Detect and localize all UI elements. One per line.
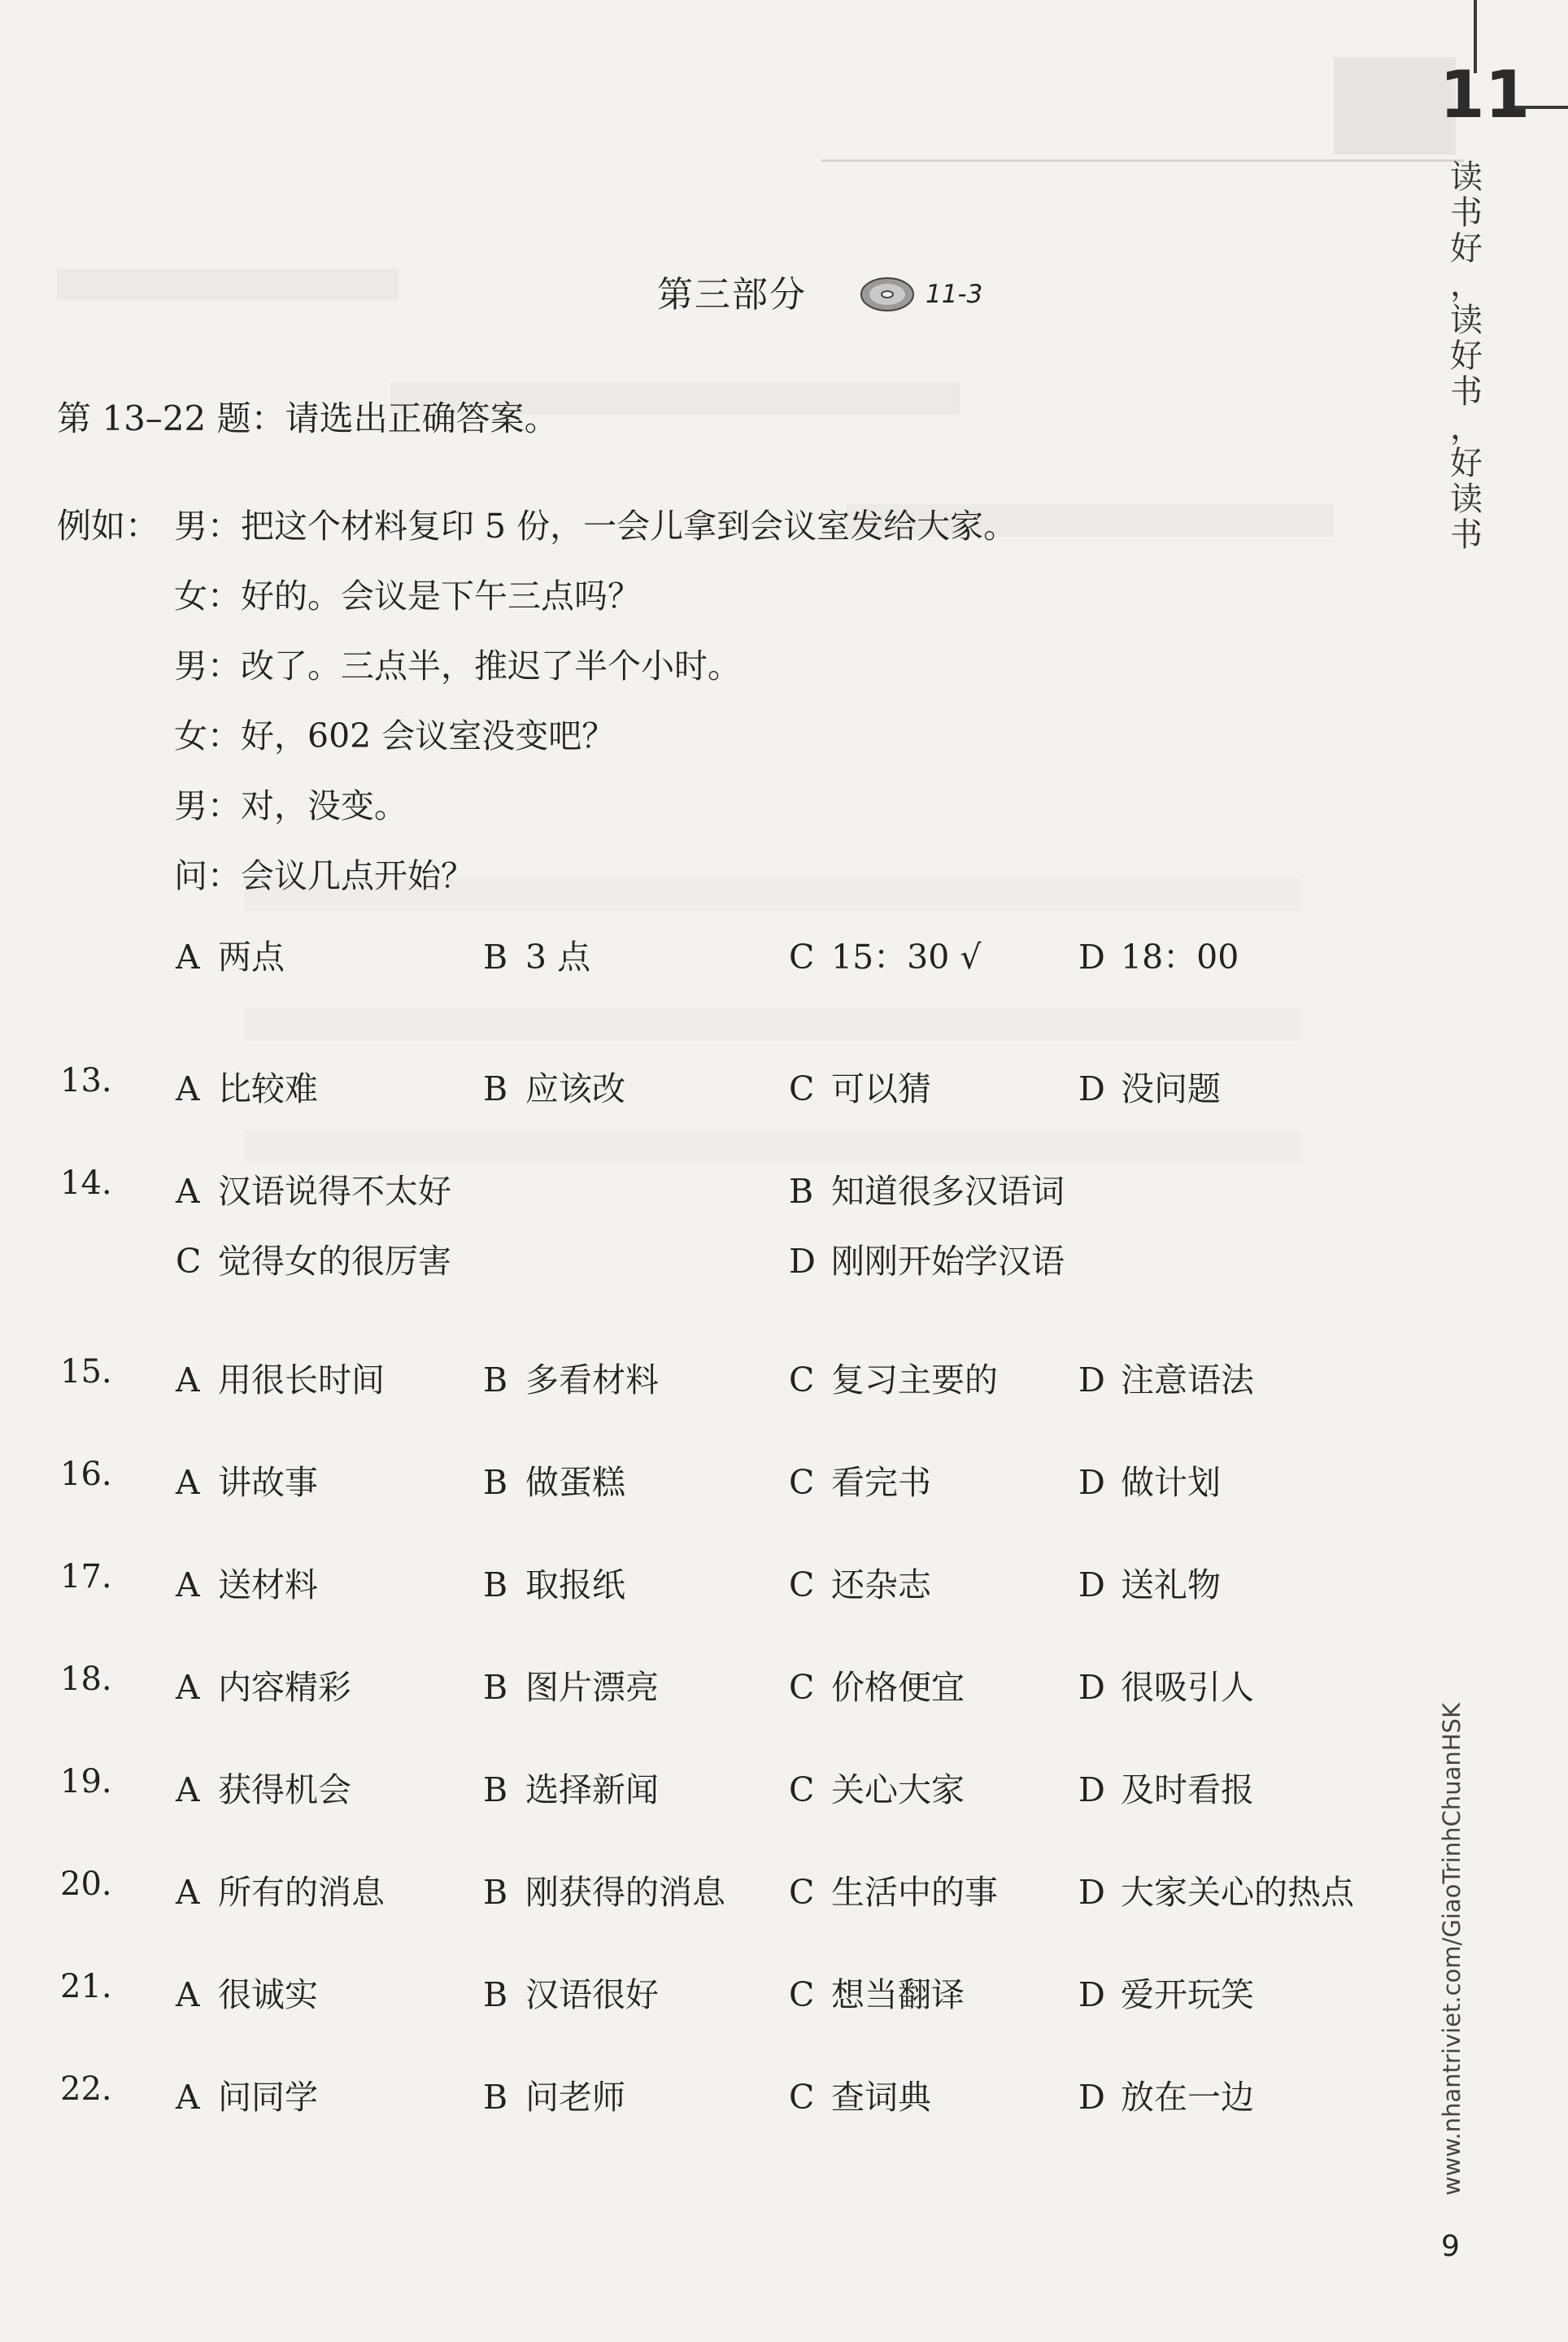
answer-option[interactable]: D 做计划 bbox=[1078, 1463, 1221, 1502]
question-number: 22. bbox=[60, 2070, 112, 2108]
answer-option[interactable]: A 获得机会 bbox=[176, 1770, 351, 1809]
answer-option[interactable]: B 刚获得的消息 bbox=[483, 1873, 725, 1912]
dialogue-line: 男：把这个材料复印 5 份，一会儿拿到会议室发给大家。 bbox=[174, 507, 1017, 546]
answer-option[interactable]: A 用很长时间 bbox=[176, 1360, 385, 1400]
example-option-c: C 15：30 √ bbox=[789, 938, 982, 977]
question-number: 17. bbox=[60, 1558, 112, 1595]
answer-option[interactable]: C 价格便宜 bbox=[789, 1668, 965, 1707]
example-option-b: B 3 点 bbox=[483, 938, 591, 977]
answer-option[interactable]: A 送材料 bbox=[176, 1565, 318, 1604]
answer-option[interactable]: A 讲故事 bbox=[176, 1463, 318, 1502]
answer-option[interactable]: C 觉得女的很厉害 bbox=[176, 1242, 451, 1281]
answer-option[interactable]: B 知道很多汉语词 bbox=[789, 1172, 1065, 1211]
answer-option[interactable]: D 很吸引人 bbox=[1078, 1668, 1254, 1707]
answer-option[interactable]: D 送礼物 bbox=[1078, 1565, 1221, 1604]
answer-option[interactable]: C 生活中的事 bbox=[789, 1873, 998, 1912]
answer-option[interactable]: A 所有的消息 bbox=[176, 1873, 385, 1912]
answer-option[interactable]: D 大家关心的热点 bbox=[1078, 1873, 1354, 1912]
chapter-number: 11 bbox=[1440, 57, 1531, 133]
answer-option[interactable]: D 放在一边 bbox=[1078, 2078, 1254, 2117]
dialogue-line: 女：好的。会议是下午三点吗？ bbox=[174, 577, 641, 616]
cd-icon bbox=[859, 273, 916, 314]
answer-option[interactable]: D 及时看报 bbox=[1078, 1770, 1254, 1809]
example-option-a: A 两点 bbox=[176, 938, 285, 977]
dialogue-line: 男：对，没变。 bbox=[174, 786, 407, 825]
example-label: 例如： bbox=[57, 506, 160, 546]
question-number: 14. bbox=[60, 1164, 112, 1202]
question-number: 15. bbox=[60, 1353, 112, 1391]
ghost-line bbox=[244, 1130, 1301, 1163]
dialogue-line: 女：好，602 会议室没变吧？ bbox=[174, 716, 616, 755]
answer-option[interactable]: A 内容精彩 bbox=[176, 1668, 351, 1707]
answer-option[interactable]: C 查词典 bbox=[789, 2078, 931, 2117]
answer-option[interactable]: A 很诚实 bbox=[176, 1975, 318, 2014]
answer-option[interactable]: B 取报纸 bbox=[483, 1565, 625, 1604]
answer-option[interactable]: C 可以猜 bbox=[789, 1069, 931, 1108]
answer-option[interactable]: A 问同学 bbox=[176, 2078, 318, 2117]
question-number: 18. bbox=[60, 1661, 112, 1698]
answer-option[interactable]: C 复习主要的 bbox=[789, 1360, 998, 1400]
side-url: www.nhantriviet.com/GiaoTrinhChuanHSK bbox=[1438, 1703, 1466, 2196]
example-option-d: D 18：00 bbox=[1078, 938, 1239, 977]
ghost-logo bbox=[1334, 57, 1456, 155]
answer-option[interactable]: B 选择新闻 bbox=[483, 1770, 659, 1809]
answer-option[interactable]: B 问老师 bbox=[483, 2078, 625, 2117]
answer-option[interactable]: A 比较难 bbox=[176, 1069, 318, 1108]
answer-option[interactable]: B 多看材料 bbox=[483, 1360, 659, 1400]
instruction: 第 13–22 题：请选出正确答案。 bbox=[57, 398, 559, 438]
question-number: 19. bbox=[60, 1763, 112, 1800]
answer-option[interactable]: D 没问题 bbox=[1078, 1069, 1221, 1108]
section-title: 第三部分 bbox=[657, 274, 807, 316]
question-number: 16. bbox=[60, 1456, 112, 1493]
answer-option[interactable]: D 注意语法 bbox=[1078, 1360, 1254, 1400]
question-number: 13. bbox=[60, 1062, 112, 1099]
question-number: 20. bbox=[60, 1865, 112, 1903]
ghost-line bbox=[244, 1008, 1301, 1041]
question-number: 21. bbox=[60, 1968, 112, 2005]
ghost-line bbox=[57, 268, 399, 301]
answer-option[interactable]: C 看完书 bbox=[789, 1463, 931, 1502]
answer-option[interactable]: B 汉语很好 bbox=[483, 1975, 659, 2014]
answer-option[interactable]: D 刚刚开始学汉语 bbox=[789, 1242, 1065, 1281]
chapter-title: 读 书 好 ， 读 好 书 ， 好 读 书 bbox=[1450, 159, 1483, 554]
answer-option[interactable]: B 做蛋糕 bbox=[483, 1463, 625, 1502]
track-number: 11-3 bbox=[926, 280, 983, 309]
answer-option[interactable]: B 图片漂亮 bbox=[483, 1668, 659, 1707]
answer-option[interactable]: A 汉语说得不太好 bbox=[176, 1172, 451, 1211]
dialogue-question: 问：会议几点开始？ bbox=[174, 856, 474, 895]
dialogue-line: 男：改了。三点半，推迟了半个小时。 bbox=[174, 646, 741, 686]
answer-option[interactable]: C 关心大家 bbox=[789, 1770, 965, 1809]
answer-option[interactable]: B 应该改 bbox=[483, 1069, 625, 1108]
answer-option[interactable]: C 想当翻译 bbox=[789, 1975, 965, 2014]
page-number: 9 bbox=[1441, 2230, 1460, 2263]
answer-option[interactable]: C 还杂志 bbox=[789, 1565, 931, 1604]
answer-option[interactable]: D 爱开玩笑 bbox=[1078, 1975, 1254, 2014]
